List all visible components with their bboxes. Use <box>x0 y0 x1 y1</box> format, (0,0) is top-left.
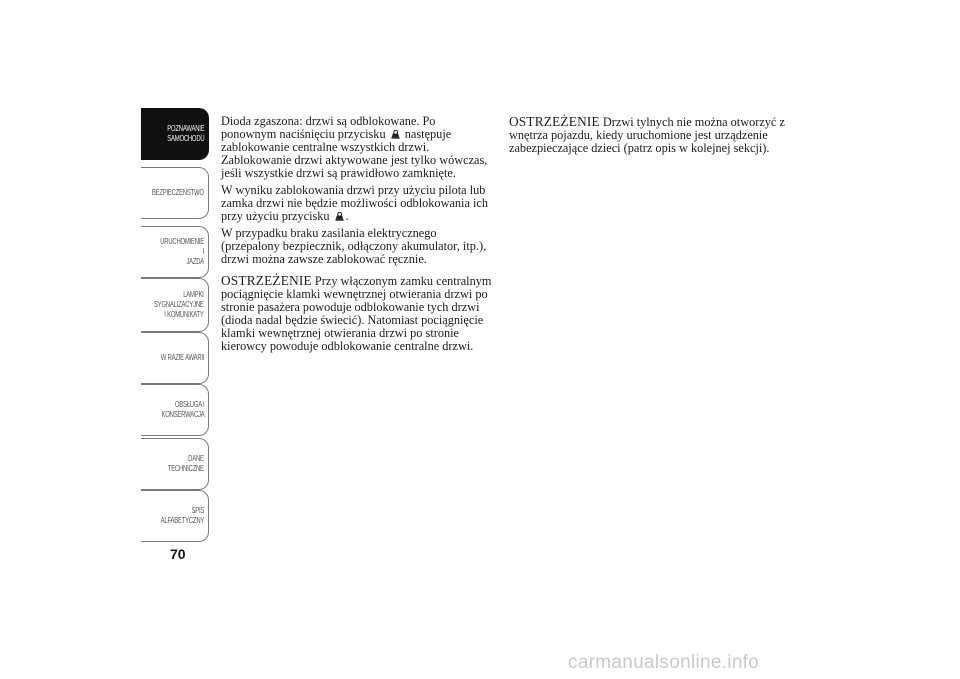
text-column-right <box>509 115 787 159</box>
tab-label-line: KONSERWACJA <box>161 410 204 419</box>
tab-label-line: TECHNICZNE <box>168 464 204 473</box>
warning-central-lock <box>221 274 493 353</box>
tab-lampki-sygnalizacyjne[interactable] <box>141 278 209 332</box>
warning-text: Przy włączonym zamku centralnym pociągnięcie klamki wewnętrznej otwierania drzwi po stronie pasażera powoduje odblokowanie tych drzwi (dioda nadal będzie świecić). Natomiast pociągnięcie klamki wewnętrznej otwierania drzwi po stronie kierowcy powoduje odblokowanie centralne drzwi. <box>221 274 492 353</box>
tab-obsluga-i-konserwacja[interactable] <box>141 384 209 436</box>
paragraph-text: następuje zablokowanie centralne wszystkich drzwi. Zablokowanie drzwi aktywowane jest tylko wówczas, jeśli wszystkie drzwi są prawidłowo zamknięte. <box>221 127 488 180</box>
tab-label-line: SYGNALIZACYJNE <box>154 300 204 309</box>
tab-poznawanie-samochodu[interactable] <box>141 108 209 160</box>
page-number: 70 <box>170 546 186 562</box>
tab-label-line: URUCHOMIENIE I <box>160 237 204 256</box>
tab-bezpieczenstwo[interactable] <box>141 167 209 219</box>
tab-w-razie-awarii[interactable] <box>141 332 209 384</box>
paragraph-text: W wyniku zablokowania drzwi przy użyciu pilota lub zamka drzwi nie będzie możliwości odblokowania ich przy użyciu przycisku <box>221 183 489 223</box>
tab-label-line: W RAZIE AWARII <box>160 353 204 362</box>
warning-label: OSTRZEŻENIE <box>509 114 600 129</box>
tab-label-line: SAMOCHODU <box>166 134 204 143</box>
paragraph-text: Dioda zgaszona: drzwi są odblokowane. Po ponownym naciśnięciu przycisku <box>221 114 436 141</box>
warning-child-lock <box>509 115 787 155</box>
tab-label-line: SPIS <box>191 506 204 515</box>
tab-label-line: LAMPKI <box>183 290 204 299</box>
paragraph-power-loss: W przypadku braku zasilania elektrycznego (przepalony bezpiecznik, odłączony akumulator, itp.), drzwi można zawsze zablokować ręcznie. <box>221 226 487 266</box>
door-lock-icon <box>390 129 401 140</box>
tab-label-line: ALFABETYCZNY <box>160 516 204 525</box>
paragraph-text: . <box>345 209 349 223</box>
tab-dane-techniczne[interactable] <box>141 438 209 490</box>
warning-text: Drzwi tylnych nie można otworzyć z wnętrza pojazdu, kiedy uruchomione jest urządzenie zabezpieczające dzieci (patrz opis w kolejnej sekcji). <box>509 115 785 155</box>
text-column-left <box>221 115 493 357</box>
door-lock-icon <box>334 211 345 222</box>
paragraph-lock-state <box>221 115 493 180</box>
tab-label-line: I KOMUNIKATY <box>164 310 204 319</box>
tab-label-line: JAZDA <box>186 257 204 266</box>
tab-label-line: DANE <box>188 454 204 463</box>
tab-uruchomienie-i-jazda[interactable] <box>141 226 209 278</box>
warning-label: OSTRZEŻENIE <box>221 273 312 288</box>
tab-label-line: POZNAWANIE <box>166 124 204 133</box>
tab-spis-alfabetyczny[interactable] <box>141 490 209 542</box>
watermark: carmanualsonline.info <box>568 652 760 673</box>
tab-label-line: BEZPIECZEŃSTWO <box>152 188 204 197</box>
paragraph-remote-lock <box>221 184 493 223</box>
tab-label-line: OBSŁUGA I <box>174 400 204 409</box>
